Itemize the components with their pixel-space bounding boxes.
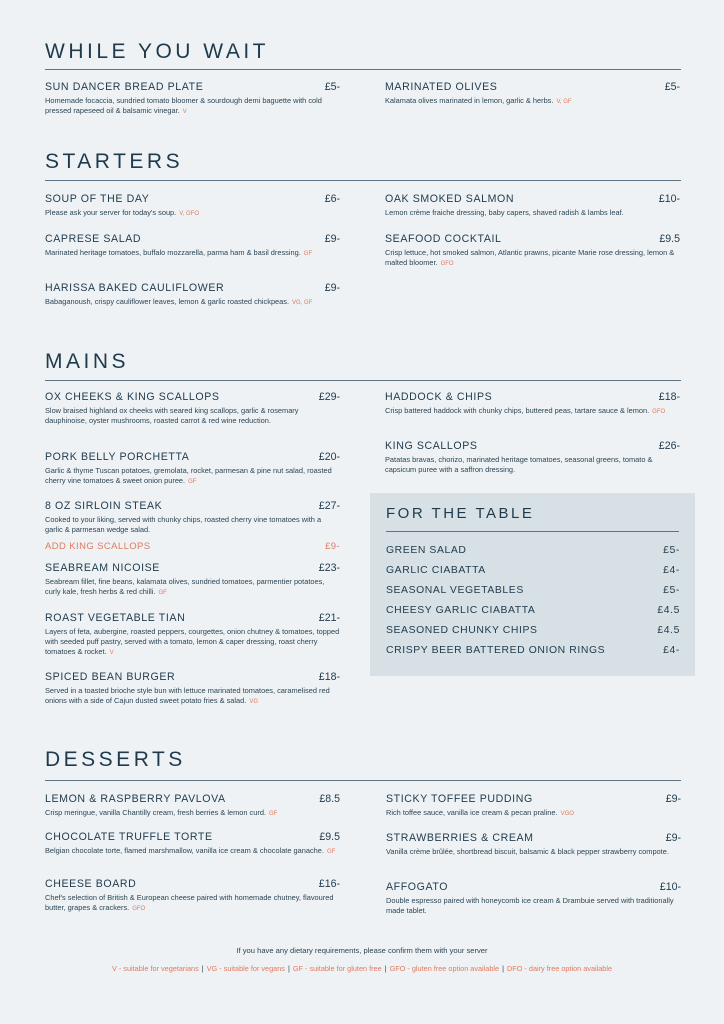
side-price: £4.5 [657, 605, 680, 616]
item-name: CHOCOLATE TRUFFLE TORTE [45, 831, 213, 843]
item-price: £9.5 [659, 233, 680, 245]
item-desc: Patatas bravas, chorizo, marinated heritage tomatoes, seasonal greens, tomato & capsicum puree with a saffron dressing. [385, 455, 653, 475]
item-name: STRAWBERRIES & CREAM [386, 832, 534, 844]
menu-item [45, 500, 340, 536]
menu-item [45, 193, 340, 219]
item-price: £10- [658, 193, 680, 205]
side-price: £4- [663, 645, 680, 656]
item-dietary-tags: GFO [652, 409, 666, 415]
menu-item [385, 81, 680, 107]
item-price: £20- [318, 451, 340, 463]
legend-item: DFO - dairy free option available [507, 964, 613, 973]
menu-item [45, 793, 340, 819]
item-price: £5- [324, 81, 340, 93]
menu-item [45, 81, 340, 117]
item-price: £9- [324, 282, 340, 294]
item-price: £23- [318, 562, 340, 574]
item-name: KING SCALLOPS [385, 440, 478, 452]
side-price: £5- [663, 585, 680, 596]
item-name: SUN DANCER BREAD PLATE [45, 81, 204, 93]
section-divider [386, 531, 679, 532]
item-name: LEMON & RASPBERRY PAVLOVA [45, 793, 226, 805]
item-name: MARINATED OLIVES [385, 81, 498, 93]
item-desc: Chef's selection of British & European cheese paired with homemade chutney, flavoured butter, grapes & crackers. [45, 893, 334, 913]
item-desc: Belgian chocolate torte, flamed marshmallow, vanilla ice cream & chocolate ganache. [45, 846, 324, 855]
item-name: ROAST VEGETABLE TIAN [45, 612, 186, 624]
section-divider [45, 180, 681, 181]
section-title-while-you-wait: WHILE YOU WAIT [45, 40, 270, 63]
item-price: £27- [318, 500, 340, 512]
item-desc: Slow braised highland ox cheeks with seared king scallops, garlic & rosemary dauphinoise, oyster mushrooms, roasted carrot & red wine reduction. [45, 406, 299, 426]
item-desc: Kalamata olives marinated in lemon, garlic & herbs. [385, 96, 554, 105]
item-dietary-tags: GF [188, 479, 197, 486]
item-name: PORK BELLY PORCHETTA [45, 451, 190, 463]
item-dietary-tags: V [182, 109, 187, 116]
item-price: £6- [324, 193, 340, 205]
item-dietary-tags: GF [268, 811, 278, 817]
item-price: £16- [318, 878, 340, 890]
side-name: CHEESY GARLIC CIABATTA [386, 605, 536, 616]
side-price: £4.5 [657, 625, 680, 636]
item-desc: Crisp meringue, vanilla Chantilly cream, fresh berries & lemon curd. [45, 808, 266, 817]
side-item [386, 625, 680, 636]
menu-item [45, 878, 340, 914]
item-name: SEABREAM NICOISE [45, 562, 160, 574]
legend-item: V - suitable for vegetarians [111, 964, 199, 973]
item-name: SPICED BEAN BURGER [45, 671, 176, 683]
side-name: SEASONAL VEGETABLES [386, 585, 524, 596]
menu-item [386, 832, 681, 858]
item-price: £10- [659, 881, 681, 893]
add-on-price: £9- [325, 541, 340, 552]
legend-item: VG - suitable for vegans [206, 964, 285, 973]
item-name: SEAFOOD COCKTAIL [385, 233, 502, 245]
side-item [386, 565, 680, 576]
dietary-legend: V - suitable for vegetarians | VG - suitable for vegans | GF - suitable for gluten free | GFO - gluten free option available | DFO - dairy free option available [111, 964, 613, 973]
menu-item [45, 282, 340, 308]
item-dietary-tags: GFO [440, 261, 454, 268]
item-dietary-tags: V [109, 650, 114, 657]
side-name: GARLIC CIABATTA [386, 565, 486, 576]
side-item [386, 605, 680, 616]
section-divider [45, 380, 681, 381]
item-desc: Cooked to your liking, served with chunky chips, roasted cherry vine tomatoes with a garlic & parmesan wedge salad. [45, 515, 322, 535]
item-name: CHEESE BOARD [45, 878, 137, 890]
item-desc: Babaganoush, crispy cauliflower leaves, lemon & garlic roasted chickpeas. [45, 297, 290, 306]
menu-item [386, 793, 681, 819]
item-dietary-tags: GF [158, 590, 167, 597]
menu-item [45, 451, 340, 487]
item-dietary-tags: GFO [132, 906, 146, 913]
item-desc: Layers of feta, aubergine, roasted peppers, courgettes, onion chutney & tomatoes, topped with seeded puff pastry, served with a tomato, lemon & caper dressing, roast cherry tomatoes & rocket. [45, 627, 340, 657]
menu-item [45, 831, 340, 857]
item-desc: Vanilla crème brûlée, shortbread biscuit, balsamic & black pepper strawberry compote. [386, 847, 669, 856]
item-desc: Please ask your server for today's soup. [45, 208, 177, 217]
item-price: £18- [658, 391, 680, 403]
menu-item [45, 391, 340, 427]
item-name: AFFOGATO [386, 881, 449, 893]
item-desc: Seabream fillet, fine beans, kalamata olives, sundried tomatoes, parmentier potatoes, curly kale, fresh herbs & red chilli. [45, 577, 325, 597]
side-item [386, 645, 680, 656]
item-name: SOUP OF THE DAY [45, 193, 150, 205]
for-the-table-panel [370, 493, 695, 676]
item-name: OAK SMOKED SALMON [385, 193, 515, 205]
side-item [386, 545, 680, 556]
add-on-label: ADD KING SCALLOPS [45, 541, 151, 552]
item-name: OX CHEEKS & KING SCALLOPS [45, 391, 220, 403]
section-title-mains: MAINS [45, 350, 130, 373]
menu-item [45, 671, 340, 707]
item-price: £29- [318, 391, 340, 403]
item-name: HADDOCK & CHIPS [385, 391, 493, 403]
item-desc: Crisp lettuce, hot smoked salmon, Atlantic prawns, picante Marie rose dressing, lemon & malted bloomer. [385, 248, 675, 268]
legend-item: GF - suitable for gluten free [292, 964, 382, 973]
side-price: £4- [663, 565, 680, 576]
item-price: £9- [665, 793, 681, 805]
item-desc: Crisp battered haddock with chunky chips, buttered peas, tartare sauce & lemon. [385, 406, 650, 415]
item-desc: Marinated heritage tomatoes, buffalo mozzarella, parma ham & basil dressing. [45, 248, 301, 257]
item-dietary-tags: GF [326, 849, 336, 855]
item-price: £9.5 [319, 831, 340, 843]
side-name: CRISPY BEER BATTERED ONION RINGS [386, 645, 606, 656]
side-price: £5- [663, 545, 680, 556]
section-divider [45, 69, 681, 70]
item-name: HARISSA BAKED CAULIFLOWER [45, 282, 225, 294]
menu-item [45, 233, 340, 259]
menu-item [385, 233, 680, 269]
item-name: STICKY TOFFEE PUDDING [386, 793, 533, 805]
section-title-desserts: DESSERTS [45, 748, 186, 771]
item-desc: Double espresso paired with honeycomb ice cream & Drambuie served with traditionally made tablet. [386, 896, 674, 916]
item-price: £9- [324, 233, 340, 245]
item-name: CAPRESE SALAD [45, 233, 142, 245]
item-desc: Rich toffee sauce, vanilla ice cream & pecan praline. [386, 808, 558, 817]
item-price: £21- [318, 612, 340, 624]
item-price: £8.5 [319, 793, 340, 805]
item-price: £18- [318, 671, 340, 683]
section-title-starters: STARTERS [45, 150, 184, 173]
for-the-table-title: FOR THE TABLE [386, 505, 535, 522]
menu-item [386, 881, 681, 917]
item-dietary-tags: VG [249, 699, 258, 706]
menu-item [45, 612, 340, 659]
add-on-option [45, 541, 340, 552]
side-name: SEASONED CHUNKY CHIPS [386, 625, 538, 636]
item-desc: Lemon crème fraiche dressing, baby capers, shaved radish & lambs leaf. [385, 208, 624, 217]
menu-item [385, 193, 680, 219]
item-dietary-tags: GF [303, 251, 313, 257]
side-item [386, 585, 680, 596]
section-divider [45, 780, 681, 781]
legend-item: GFO - gluten free option available [389, 964, 500, 973]
side-name: GREEN SALAD [386, 545, 467, 556]
item-desc: Served in a toasted brioche style bun with lettuce marinated tomatoes, caramelised red onions with a side of Cajun dusted sweet potato fries & salad. [45, 686, 330, 706]
dietary-notice: If you have any dietary requirements, please confirm them with your server [236, 946, 488, 955]
menu-item [385, 440, 680, 476]
menu-item [385, 391, 680, 417]
item-price: £9- [665, 832, 681, 844]
item-dietary-tags: VGO [560, 811, 574, 817]
menu-item [45, 562, 340, 598]
item-name: 8 OZ SIRLOIN STEAK [45, 500, 163, 512]
item-dietary-tags: V, GF [556, 99, 572, 105]
item-dietary-tags: V, GFO [179, 211, 200, 217]
item-desc: Homemade focaccia, sundried tomato bloomer & sourdough demi baguette with cold pressed rapeseed oil & balsamic vinegar. [45, 96, 322, 116]
item-price: £5- [664, 81, 680, 93]
item-desc: Garlic & thyme Tuscan potatoes, gremolata, rocket, parmesan & pine nut salad, roasted cherry vine tomatoes & sweet onion puree. [45, 466, 332, 486]
item-price: £26- [658, 440, 680, 452]
item-dietary-tags: VG, GF [292, 300, 313, 306]
